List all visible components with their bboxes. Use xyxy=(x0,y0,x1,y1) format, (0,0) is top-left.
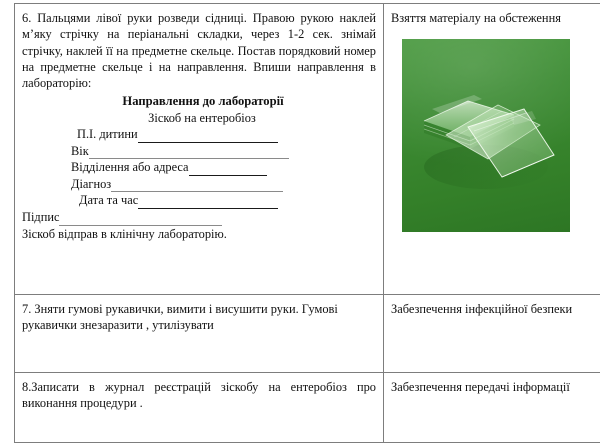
table-row xyxy=(15,4,600,295)
step-6-action-text: 6. Пальцями лівої руки розведи сідниці. Правою рукою наклей м’яку стрічку на періанальні складки, через 1-2 сек. знімай стрічку, наклей її на предметне скельце. Постав порядковий номер на предметне скельце і на направлення. Впиши направлення в лабораторію: xyxy=(22,10,376,91)
table-row xyxy=(15,373,600,443)
field-rule-department xyxy=(189,163,267,175)
field-rule-age xyxy=(89,147,289,159)
referral-subtitle: Зіскоб на ентеробіоз xyxy=(22,110,376,126)
glass-slides-photo xyxy=(402,39,570,232)
step-8-action-cell xyxy=(15,373,384,443)
field-row-child-name xyxy=(22,126,376,143)
step-8-rationale-text: Забезпечення передачі інформації xyxy=(391,379,600,396)
field-row-signature xyxy=(22,209,376,226)
glass-slides-illustration xyxy=(402,39,570,232)
step-6-rationale-cell xyxy=(384,4,600,295)
step-6-rationale-text: Взяття матеріалу на обстеження xyxy=(391,10,600,27)
step-8-rationale-cell xyxy=(384,373,600,443)
field-rule-diagnosis xyxy=(111,180,283,192)
referral-closing-line: Зіскоб відправ в клінічну лабораторію. xyxy=(22,226,376,243)
step-7-rationale-cell xyxy=(384,295,600,373)
field-label-datetime: Дата та час xyxy=(79,192,138,209)
procedure-table xyxy=(14,3,600,443)
field-label-diagnosis: Діагноз xyxy=(71,176,111,193)
referral-title: Направлення до лабораторії xyxy=(22,93,376,109)
table-row xyxy=(15,295,600,373)
referral-form xyxy=(22,93,376,242)
field-label-age: Вік xyxy=(71,143,89,160)
field-rule-child-name xyxy=(138,130,278,142)
glass-slides-photo-wrapper xyxy=(402,39,600,232)
field-label-department: Відділення або адреса xyxy=(71,159,189,176)
field-row-department xyxy=(22,159,376,176)
field-rule-datetime xyxy=(138,197,278,209)
field-label-child-name: П.І. дитини xyxy=(77,126,138,143)
step-8-action-text: 8.Записати в журнал реєстрацій зіскобу на ентеробіоз про виконання процедури . xyxy=(22,379,376,412)
step-7-rationale-text: Забезпечення інфекційної безпеки xyxy=(391,301,600,318)
step-7-action-cell xyxy=(15,295,384,373)
field-row-age xyxy=(22,143,376,160)
step-7-action-text: 7. Зняти гумові рукавички, вимити і висушити руки. Гумові рукавички знезаразити , утилізувати xyxy=(22,301,376,334)
field-rule-signature xyxy=(59,213,222,225)
step-6-action-cell xyxy=(15,4,384,295)
field-row-datetime xyxy=(22,192,376,209)
field-label-signature: Підпис xyxy=(22,209,59,226)
field-row-diagnosis xyxy=(22,176,376,193)
